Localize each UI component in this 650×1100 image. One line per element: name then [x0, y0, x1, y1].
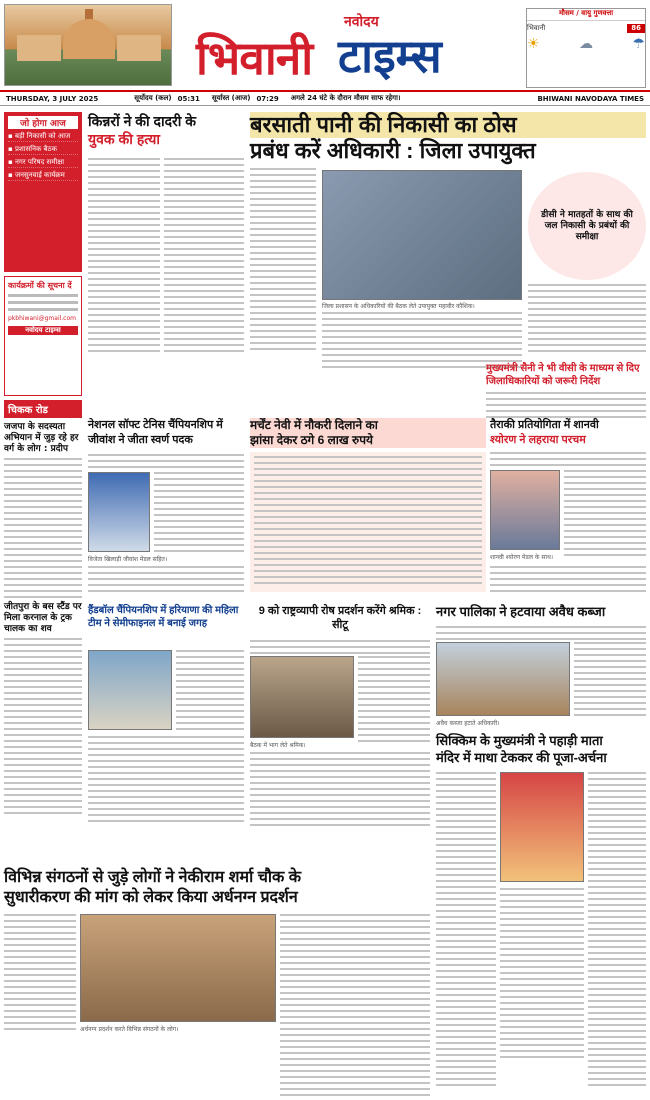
story10-headline-b: मंदिर में माथा टेककर की पूजा-अर्चना	[436, 750, 607, 765]
forecast-text: अगले 24 घंटे के दौरान मौसम साफ रहेगा।	[290, 94, 401, 102]
story2-caption: जिला प्रशासन के अधिकारियों की बैठक लेते उपायुक्त महावीर कौशिक।	[322, 303, 475, 310]
story3-block	[486, 362, 646, 388]
sunset-time: 07:29	[256, 94, 279, 103]
paper-name: BHIWANI NAVODAYA TIMES	[537, 94, 644, 103]
invite-email[interactable]: pkbhiwani@gmail.com	[8, 315, 77, 322]
story5-headline-b: झांसा देकर ठगे 6 लाख रुपये	[250, 433, 486, 448]
protest-photo	[80, 914, 276, 1022]
story2-text-a	[250, 168, 316, 354]
logo-navodaya: नवोदय	[344, 14, 379, 30]
story5-text	[250, 452, 486, 592]
story4-headline: नेशनल सॉफ्ट टेनिस चैंपियनशिप में जीवांश ने जीता स्वर्ण पदक	[88, 419, 223, 446]
invite-text: कार्यक्रमों की सूचना दें	[8, 281, 72, 290]
story9-headline: नगर पालिका ने हटवाया अवैध कब्जा	[436, 604, 606, 619]
sun-icon: ☀	[527, 36, 540, 52]
story3-headline: मुख्यमंत्री सैनी ने भी वीसी के माध्यम से दिए जिलाधिकारियों को जरूरी निर्देश	[486, 363, 640, 387]
story2-text-c	[528, 284, 646, 356]
story4-text-c	[88, 566, 244, 596]
story1-headline-a: किन्नरों ने की दादरी के	[88, 113, 197, 129]
story9-caption: अवैध कब्जा हटाते अधिकारी।	[436, 720, 500, 727]
weather-city: भिवानी	[527, 24, 546, 32]
story10-text-b	[588, 772, 646, 1090]
logo-times: टाइम्स	[338, 29, 442, 83]
weather-box	[526, 8, 646, 88]
story2-headline-a: बरसाती पानी की निकासी का ठोस	[250, 112, 646, 138]
story9-text-b	[574, 642, 646, 720]
story4-caption: विजेता खिलाड़ी जीवांश मेडल सहित।	[88, 556, 168, 563]
story5-headline-a: मर्चेंट नेवी में नौकरी दिलाने का	[250, 418, 486, 433]
story10-headline-a: सिक्किम के मुख्यमंत्री ने पहाड़ी माता	[436, 733, 603, 748]
date-bar	[0, 90, 650, 106]
masthead	[0, 0, 650, 90]
story2-headline-b: प्रबंध करें अधिकारी : जिला उपायुक्त	[250, 138, 536, 163]
meeting-photo	[322, 170, 522, 300]
aqi-badge: 86	[627, 24, 645, 33]
story6-headline-a: तैराकी प्रतियोगिता में शानवी	[490, 419, 599, 431]
story7-text-a	[176, 650, 244, 734]
story10-text-a	[436, 772, 496, 1090]
story-handball	[88, 604, 244, 630]
invite-box	[4, 276, 82, 396]
story-citu	[250, 604, 430, 632]
tennis-photo	[88, 472, 150, 552]
invite-brand: नवोदय टाइम्स	[8, 326, 78, 335]
story11-headline-a: विभिन्न संगठनों से जुड़े लोगों ने नेकीराम शर्मा चौक के	[4, 869, 302, 886]
story-merchant-navy	[250, 418, 486, 448]
masthead-temple-image	[4, 4, 172, 86]
cloud-icon: ☁	[579, 36, 593, 52]
story6-caption: शानवी श्योरण मेडल के साथ।	[490, 554, 554, 561]
rain-icon: ☂	[632, 36, 645, 52]
story4-text-b	[154, 472, 244, 556]
sikkim-cm-photo	[500, 772, 584, 882]
side-headline-2: जीतपुरा के बस स्टैंड पर मिला करनाल के ट्रक चालक का शव	[4, 602, 82, 634]
story4-text-a	[88, 454, 244, 472]
side-headline-1: जजपा के सदस्यता अभियान में जुड़ रहे हर वर्ग के लोग : प्रदीप	[4, 422, 79, 454]
story1-headline-b: युवक की हत्या	[88, 131, 161, 147]
swimmer-photo	[490, 470, 560, 550]
story6-headline-b: श्योरण ने लहराया परचम	[490, 434, 586, 446]
story2-quote: डीसी ने मातहतों के साथ की जल निकासी के प्रबंधों की समीक्षा	[541, 209, 633, 242]
sunrise-label: सूर्योदय (कल)	[134, 94, 172, 102]
story11-text-b	[280, 914, 430, 1100]
story7-text-b	[88, 736, 244, 826]
story11-headline-b: सुधारीकरण की मांग को लेकर किया अर्धनग्न प्रदर्शन	[4, 889, 298, 906]
story11-caption: अर्धनग्न प्रदर्शन करते विभिन्न संगठनों के लोग।	[80, 1026, 179, 1033]
story11-text-a	[4, 914, 76, 1034]
logo-bhiwani: भिवानी	[196, 31, 313, 85]
story1-text-a	[88, 158, 160, 356]
citu-meeting-photo	[250, 656, 354, 738]
story-kinnar	[88, 112, 244, 148]
promo-line: ▪ बड़ी निकासी को आज	[8, 132, 78, 142]
story-sikkim-cm	[436, 732, 646, 766]
story6-text-b	[564, 470, 646, 560]
issue-date: THURSDAY, 3 JULY 2025	[6, 94, 99, 103]
promo-line: ▪ प्रशासनिक बैठक	[8, 145, 78, 155]
story6-text-a	[490, 452, 646, 470]
story1-text-b	[164, 158, 244, 356]
story-nekiram-chowk	[4, 868, 430, 908]
story8-caption: बैठक में भाग लेते श्रमिक।	[250, 742, 306, 749]
sunset-label: सूर्यास्त (आज)	[211, 94, 251, 102]
promo-line: ▪ जनसुनवाई कार्यक्रम	[8, 171, 78, 181]
section-label-chikak: चिकक रोड	[4, 400, 82, 418]
handball-team-photo	[88, 650, 172, 730]
story-drainage	[250, 112, 646, 164]
promo-title: जो होगा आज	[8, 116, 78, 129]
encroachment-photo	[436, 642, 570, 716]
story6-text-c	[490, 566, 646, 596]
weather-title: मौसम / वायु गुणवत्ता	[527, 9, 645, 21]
story8-headline: 9 को राष्ट्रव्यापी रोष प्रदर्शन करेंगे श्रमिक : सीटू	[258, 605, 422, 631]
story8-text-c	[250, 752, 430, 830]
story10-text-c	[500, 888, 584, 1062]
story2-quote-bubble	[528, 172, 646, 280]
promo-line: ▪ नगर परिषद समीक्षा	[8, 158, 78, 168]
story8-text-b	[358, 656, 430, 746]
story-encroachment	[436, 604, 646, 620]
sunrise-time: 05:31	[177, 94, 200, 103]
story-tennis	[88, 418, 244, 448]
promo-box	[4, 112, 82, 272]
story-swimming	[490, 418, 646, 448]
story7-headline: हैंडबॉल चैंपियनशिप में हरियाणा की महिला टीम ने सेमीफाइनल में बनाई जगह	[88, 605, 239, 629]
